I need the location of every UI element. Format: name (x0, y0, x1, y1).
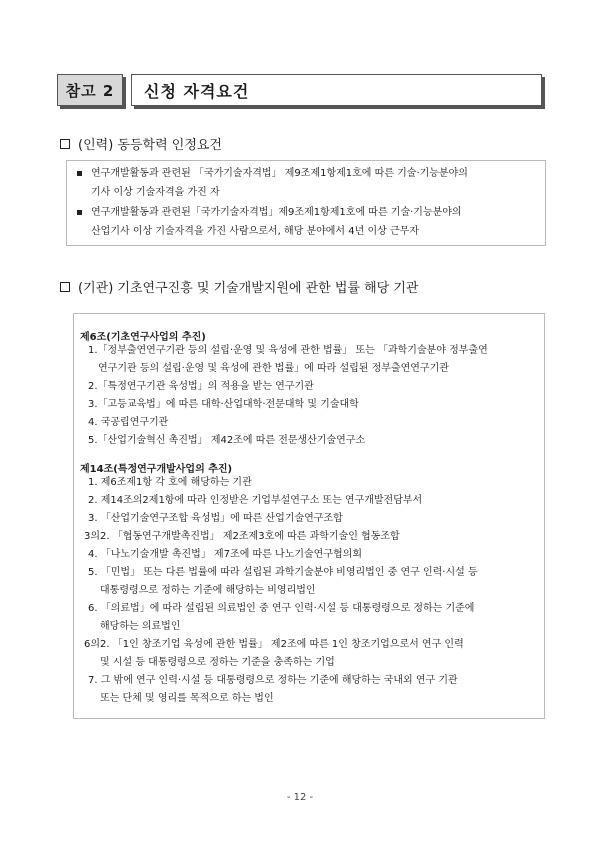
article14-line: 대통령령으로 정하는 기준에 해당하는 비영리법인 (100, 585, 316, 596)
article14-line: 해당하는 의료법인 (100, 621, 181, 632)
page-title: 신청 자격요건 (131, 74, 542, 106)
article6-line: 1.「정부출연연구기관 등의 설립·운영 및 육성에 관한 법률」 또는 「과학기술분야 정부출연 (88, 345, 488, 356)
checkbox-square-icon (60, 139, 70, 149)
list-item (77, 203, 537, 241)
bullet-square-icon (77, 171, 82, 176)
reference-tag: 참고 2 (57, 74, 123, 106)
article14-line: 4. 「나노기술개발 촉진법」 제7조에 따른 나노기술연구협의회 (88, 549, 362, 560)
article14-title: 제14조(특정연구개발사업의 추진) (80, 464, 233, 475)
section2-box (73, 313, 545, 719)
section1-box (66, 160, 546, 246)
page-number: - 12 - (286, 792, 314, 803)
article14-line: 2. 제14조의2제1항에 따라 인정받은 기업부설연구소 또는 연구개발전담부서 (88, 495, 423, 506)
section2-heading (60, 277, 418, 296)
article6-line: 4. 국공립연구기관 (88, 417, 169, 428)
list-item (77, 164, 537, 202)
article6-line: 5.「산업기술혁신 촉진법」 제42조에 따른 전문생산기술연구소 (88, 435, 366, 446)
article14-line: 및 시설 등 대통령령으로 정하는 기준을 충족하는 기업 (100, 657, 335, 668)
article6-line: 연구기관 등의 설립·운영 및 육성에 관한 법률」에 따라 설립된 정부출연연구기관 (98, 363, 449, 374)
article14-line: 3의2. 「협동연구개발촉진법」 제2조제3호에 따른 과학기술인 협동조합 (84, 531, 400, 542)
section1-heading-text: (인력) 동등학력 인정요건 (78, 138, 222, 153)
section1-heading (60, 134, 222, 153)
article14-line: 6. 「의료법」에 따라 설립된 의료법인 중 연구 인력·시설 등 대통령령으로 정하는 기준에 (88, 603, 475, 614)
list-item-line: 연구개발활동과 관련된「국가기술자격법」제9조제1항제1호에 따른 기술·기능분야의 (91, 207, 462, 218)
list-item-line: 기사 이상 기술자격을 가진 자 (91, 187, 220, 198)
article14-line: 7. 그 밖에 연구 인력·시설 등 대통령령으로 정하는 기준에 해당하는 국내외 연구 기관 (88, 675, 458, 686)
article6-line: 2.「특정연구기관 육성법」의 적용을 받는 연구기관 (88, 381, 314, 392)
list-item-line: 산업기사 이상 기술자격을 가진 사람으로서, 해당 분야에서 4년 이상 근무자 (91, 226, 419, 237)
list-item-line: 연구개발활동과 관련된 「국가기술자격법」 제9조제1항제1호에 따른 기술·기능분야의 (91, 168, 468, 179)
article14-line: 6의2. 「1인 창조기업 육성에 관한 법률」 제2조에 따른 1인 창조기업으로서 연구 인력 (84, 639, 464, 650)
section2-heading-text: (기관) 기초연구진흥 및 기술개발지원에 관한 법률 해당 기관 (78, 281, 419, 296)
bullet-square-icon (77, 210, 82, 215)
article6-line: 3.「고등교육법」에 따른 대학·산업대학·전문대학 및 기술대학 (88, 399, 359, 410)
article14-line: 또는 단체 및 영리를 목적으로 하는 법인 (100, 693, 274, 704)
article14-line: 5. 「민법」 또는 다른 법률에 따라 설립된 과학기술분야 비영리법인 중 연구 인력·시설 등 (88, 567, 478, 578)
article6-title: 제6조(기초연구사업의 추진) (80, 332, 206, 343)
article14-line: 3. 「산업기술연구조합 육성법」에 따른 산업기술연구조합 (88, 513, 343, 524)
article14-line: 1. 제6조제1항 각 호에 해당하는 기관 (88, 477, 252, 488)
checkbox-square-icon (60, 282, 70, 292)
